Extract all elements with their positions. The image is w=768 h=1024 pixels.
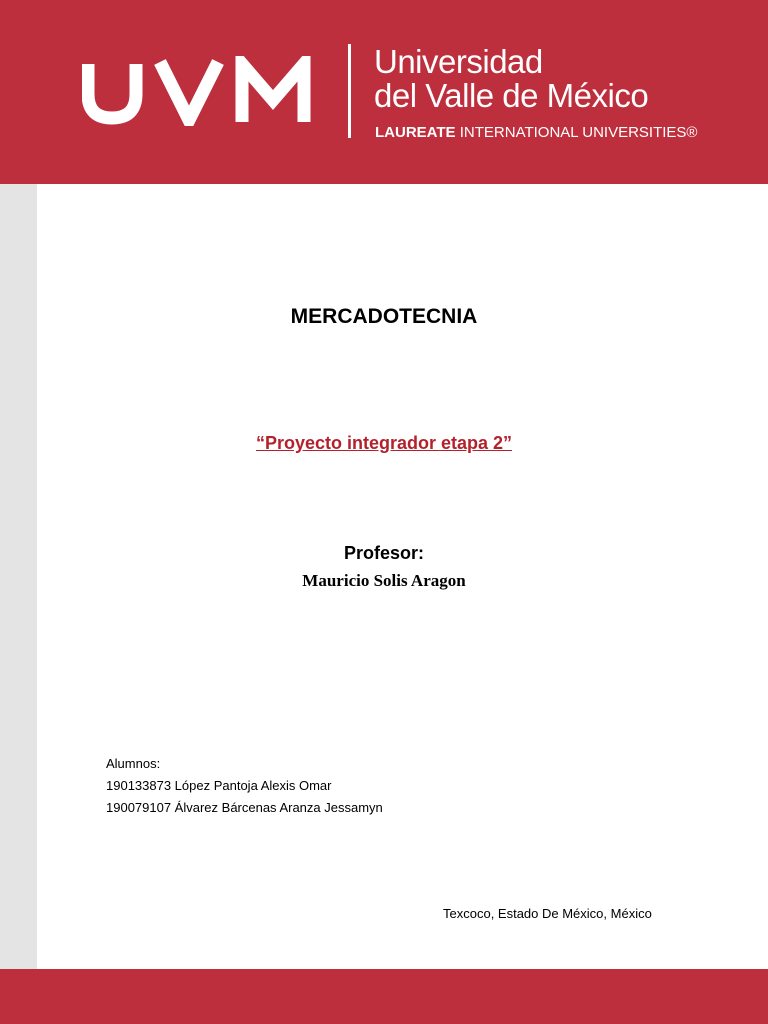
students-block xyxy=(106,753,383,819)
laureate-tagline xyxy=(375,124,697,142)
location-text: Texcoco, Estado De México, México xyxy=(443,906,652,921)
professor-name: Mauricio Solis Aragon xyxy=(302,571,466,590)
university-name-line-1: Universidad xyxy=(374,43,543,80)
tagline-rest: INTERNATIONAL UNIVERSITIES® xyxy=(455,124,698,141)
project-subtitle-text: “Proyecto integrador etapa 2” xyxy=(255,433,513,453)
course-title: MERCADOTECNIA xyxy=(290,305,478,328)
uvm-logo-mark xyxy=(82,56,327,126)
professor-label: Profesor: xyxy=(343,543,424,563)
footer-bar xyxy=(0,969,768,1024)
logo-divider xyxy=(348,44,351,138)
university-name-line-2: del Valle de México xyxy=(374,77,649,114)
student-item: 190079107 Álvarez Bárcenas Aranza Jessamyn xyxy=(106,800,383,815)
student-item: 190133873 López Pantoja Alexis Omar xyxy=(106,778,332,793)
tagline-bold: LAUREATE xyxy=(375,124,456,141)
students-label: Alumnos: xyxy=(106,756,161,771)
project-subtitle xyxy=(0,433,768,454)
header-banner xyxy=(0,0,768,184)
